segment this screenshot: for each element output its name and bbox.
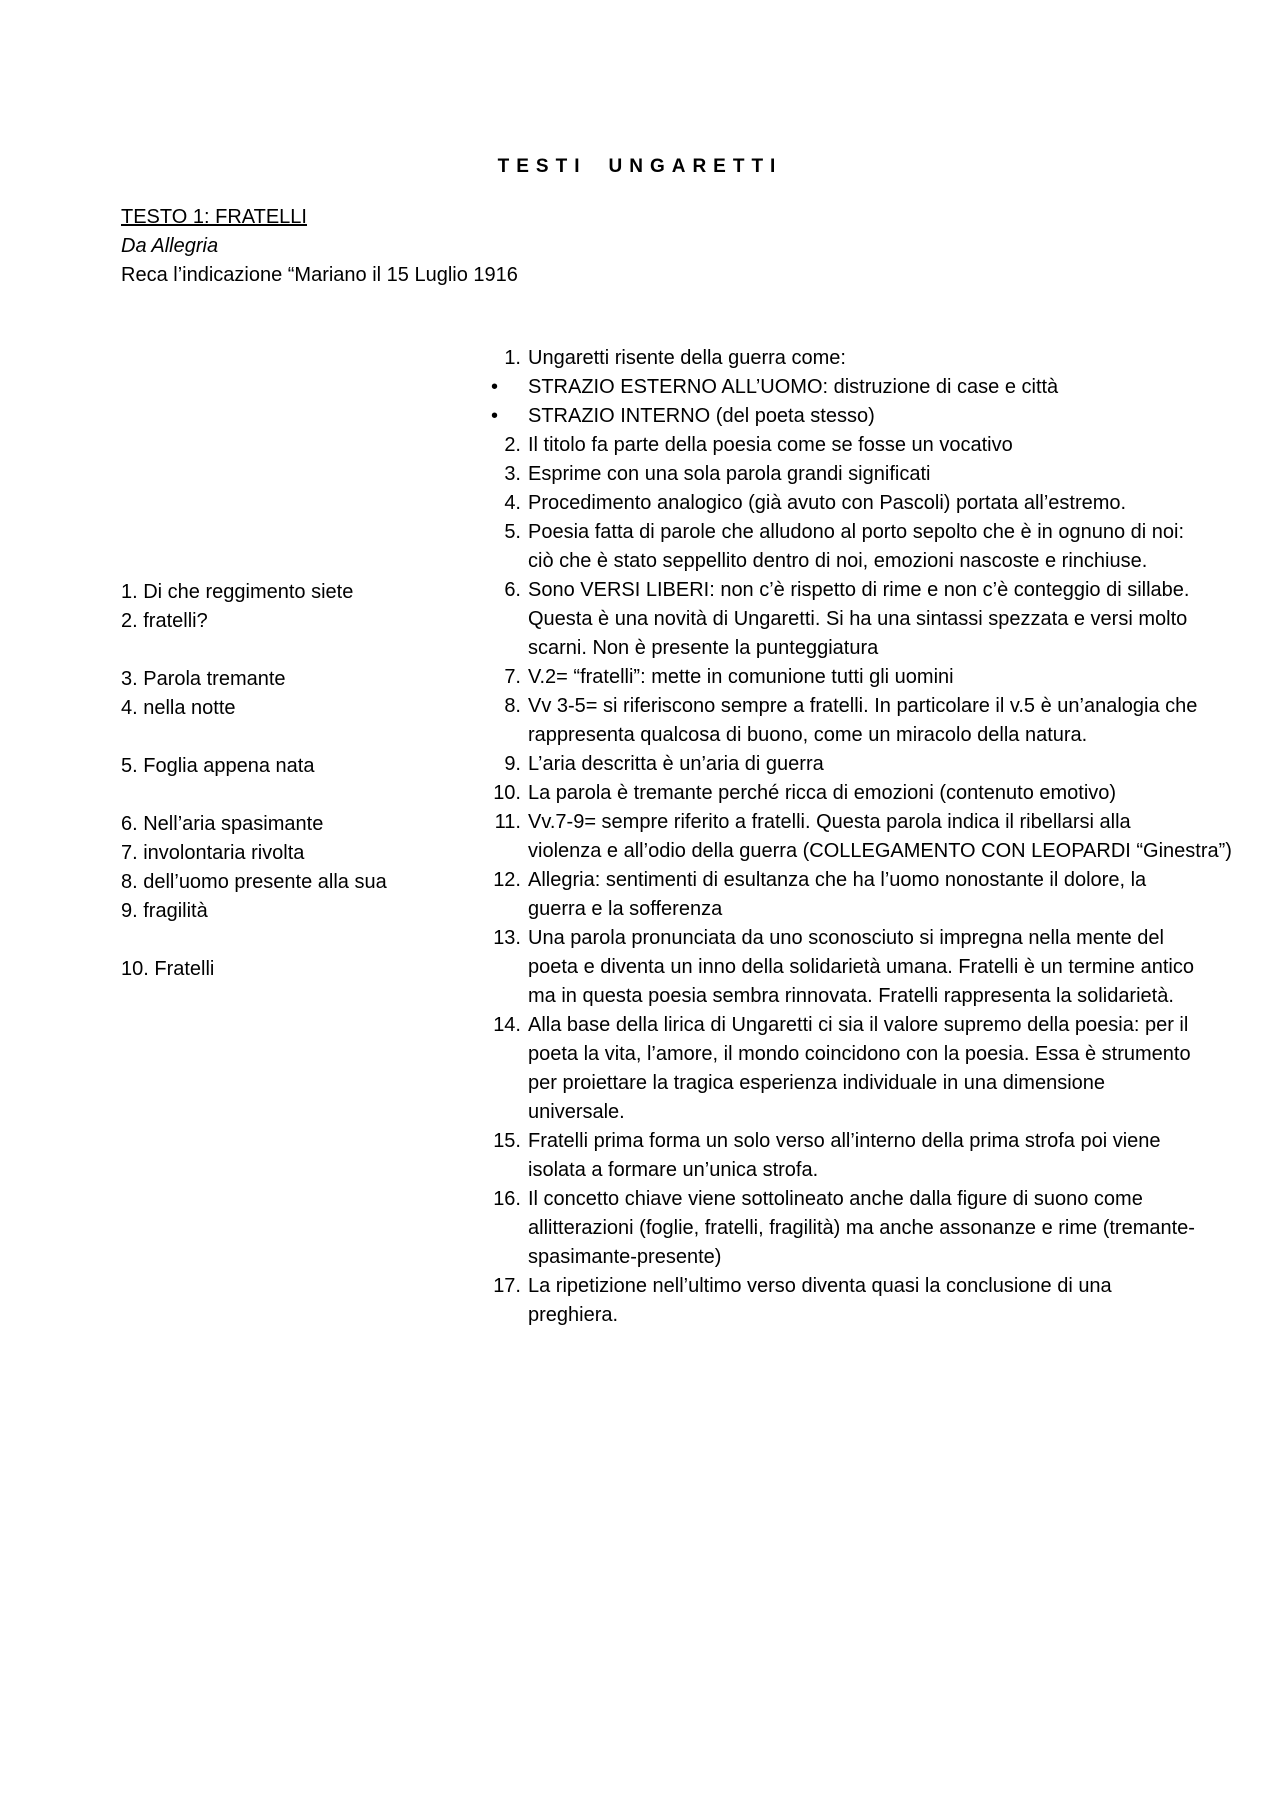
source-line: Da Allegria (121, 235, 219, 257)
list-item-line: spasimante-presente) (528, 1246, 722, 1268)
title-word-1: TESTI (497, 156, 587, 177)
list-item-line: poeta e diventa un inno della solidarietà umana. Fratelli è un termine antico (528, 956, 1194, 978)
list-item (483, 750, 1273, 779)
list-item (483, 1011, 1273, 1127)
poem-line: 5. Foglia appena nata (121, 755, 315, 777)
list-item-line: violenza e all’odio della guerra (COLLEGAMENTO CON LEOPARDI “Ginestra”) (528, 840, 1232, 862)
list-item-line: scarni. Non è presente la punteggiatura (528, 637, 879, 659)
list-item (483, 779, 1273, 808)
poem-line: 10. Fratelli (121, 958, 215, 980)
list-item (483, 1127, 1273, 1185)
list-item-line: ciò che è stato seppellito dentro di noi, emozioni nascoste e rinchiuse. (528, 550, 1148, 572)
list-item-line: preghiera. (528, 1304, 619, 1326)
stanza-gap (121, 926, 387, 955)
stanza-gap (121, 723, 387, 752)
section-title: TESTO 1: FRATELLI (121, 206, 307, 228)
list-item-line: ma in questa poesia sembra rinnovata. Fratelli rappresenta la solidarietà. (528, 985, 1174, 1007)
list-item (483, 663, 1273, 692)
list-item (483, 373, 1273, 402)
analysis-list (483, 344, 1273, 1330)
list-item (483, 808, 1273, 866)
list-item-line: Allegria: sentimenti di esultanza che ha l’uomo nonostante il dolore, la (528, 869, 1147, 891)
list-item (483, 431, 1273, 460)
list-item-line: La ripetizione nell’ultimo verso diventa quasi la conclusione di una (528, 1275, 1112, 1297)
list-number: 3. (504, 463, 521, 485)
list-number: 2. (504, 434, 521, 456)
list-item-line: Vv 3-5= si riferiscono sempre a fratelli. In particolare il v.5 è un’analogia che (528, 695, 1198, 717)
list-item-line: Il concetto chiave viene sottolineato anche dalla figure di suono come (528, 1188, 1143, 1210)
list-number: 5. (504, 521, 521, 543)
list-item (483, 402, 1273, 431)
list-item-line: universale. (528, 1101, 625, 1123)
list-item-line: Vv.7-9= sempre riferito a fratelli. Questa parola indica il ribellarsi alla (528, 811, 1131, 833)
list-number: 4. (504, 492, 521, 514)
list-item-line: Esprime con una sola parola grandi significati (528, 463, 931, 485)
bullet-marker: • (491, 405, 499, 427)
list-number: 17. (493, 1275, 521, 1297)
poem-line: 3. Parola tremante (121, 668, 286, 690)
list-number: 8. (504, 695, 521, 717)
list-item-line: Questa è una novità di Ungaretti. Si ha una sintassi spezzata e versi molto (528, 608, 1188, 630)
title-word-2: UNGARETTI (608, 156, 783, 177)
list-number: 15. (493, 1130, 521, 1152)
list-item-line: Una parola pronunciata da uno sconosciuto si impregna nella mente del (528, 927, 1164, 949)
poem-line: 6. Nell’aria spasimante (121, 813, 324, 835)
page-title (0, 156, 1280, 178)
poem-line: 9. fragilità (121, 900, 208, 922)
indication-line: Reca l’indicazione “Mariano il 15 Luglio 1916 (121, 264, 518, 286)
list-number: 1. (504, 347, 521, 369)
list-number: 13. (493, 927, 521, 949)
list-number: 14. (493, 1014, 521, 1036)
poem-line: 1. Di che reggimento siete (121, 581, 354, 603)
list-item-line: La parola è tremante perché ricca di emozioni (contenuto emotivo) (528, 782, 1117, 804)
list-item-line: Procedimento analogico (già avuto con Pascoli) portata all’estremo. (528, 492, 1127, 514)
list-item (483, 924, 1273, 1011)
list-number: 9. (504, 753, 521, 775)
list-item (483, 489, 1273, 518)
poem-line: 8. dell’uomo presente alla sua (121, 871, 387, 893)
list-item (483, 1272, 1273, 1330)
list-item-line: guerra e la sofferenza (528, 898, 723, 920)
list-item (483, 1185, 1273, 1272)
list-number: 6. (504, 579, 521, 601)
list-item-line: V.2= “fratelli”: mette in comunione tutti gli uomini (528, 666, 954, 688)
list-item (483, 576, 1273, 663)
list-number: 10. (493, 782, 521, 804)
poem-line: 2. fratelli? (121, 610, 208, 632)
list-item-line: Alla base della lirica di Ungaretti ci sia il valore supremo della poesia: per il (528, 1014, 1189, 1036)
list-item (483, 692, 1273, 750)
list-item-line: STRAZIO ESTERNO ALL’UOMO: distruzione di case e città (528, 376, 1059, 398)
list-item-line: allitterazioni (foglie, fratelli, fragilità) ma anche assonanze e rime (tremante- (528, 1217, 1195, 1239)
list-item-line: Poesia fatta di parole che alludono al porto sepolto che è in ognuno di noi: (528, 521, 1185, 543)
list-item-line: Sono VERSI LIBERI: non c’è rispetto di rime e non c’è conteggio di sillabe. (528, 579, 1190, 601)
stanza-gap (121, 781, 387, 810)
list-number: 16. (493, 1188, 521, 1210)
poem-text (121, 578, 387, 984)
list-number: 7. (504, 666, 521, 688)
bullet-marker: • (491, 376, 499, 398)
text-header (121, 203, 518, 290)
list-item-line: Ungaretti risente della guerra come: (528, 347, 846, 369)
poem-line: 4. nella notte (121, 697, 236, 719)
list-item-line: L’aria descritta è un’aria di guerra (528, 753, 824, 775)
stanza-gap (121, 636, 387, 665)
list-item-line: Fratelli prima forma un solo verso all’interno della prima strofa poi viene (528, 1130, 1161, 1152)
list-item (483, 866, 1273, 924)
list-item-line: per proiettare la tragica esperienza individuale in una dimensione (528, 1072, 1106, 1094)
list-item (483, 460, 1273, 489)
list-number: 12. (493, 869, 521, 891)
list-item-line: STRAZIO INTERNO (del poeta stesso) (528, 405, 875, 427)
list-item (483, 518, 1273, 576)
list-item-line: rappresenta qualcosa di buono, come un miracolo della natura. (528, 724, 1088, 746)
list-item (483, 344, 1273, 373)
poem-line: 7. involontaria rivolta (121, 842, 305, 864)
list-item-line: isolata a formare un’unica strofa. (528, 1159, 819, 1181)
list-number: 11. (494, 811, 521, 833)
list-item-line: poeta la vita, l’amore, il mondo coincidono con la poesia. Essa è strumento (528, 1043, 1191, 1065)
list-item-line: Il titolo fa parte della poesia come se fosse un vocativo (528, 434, 1013, 456)
